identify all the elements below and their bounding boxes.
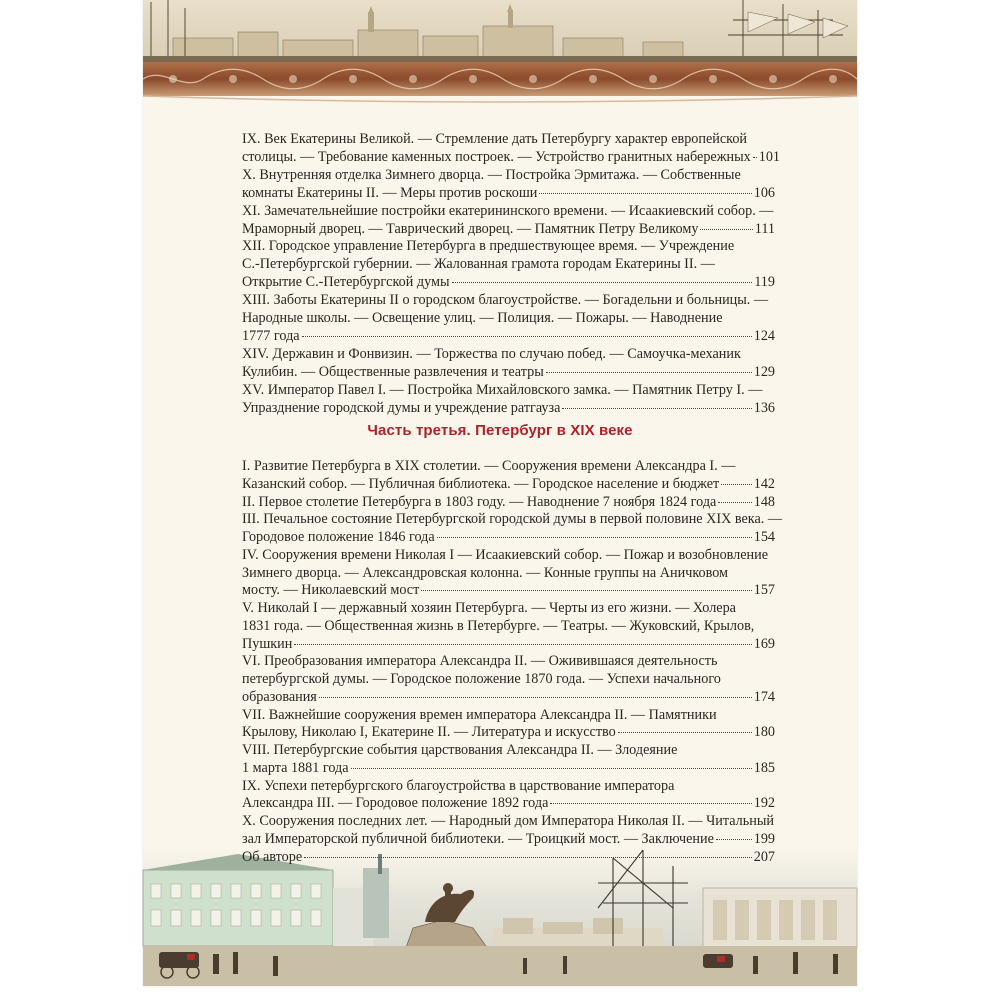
toc-line-text: V. Николай I — державный хозяин Петербурга. — Черты из его жизни. — Холера [242,600,736,616]
toc-line [242,812,775,831]
toc-leader-dots [718,502,751,503]
toc-line [242,457,775,476]
toc-line-text: образования [242,688,317,705]
toc-leader-dots [421,590,751,591]
toc-line-text: II. Первое столетие Петербурга в 1803 году. — Наводнение 7 ноября 1824 года [242,493,717,510]
toc-line [242,475,775,494]
toc-line [242,599,775,618]
toc-line-text: XIII. Заботы Екатерины II о городском благоустройстве. — Богадельни и больницы. — [242,292,769,309]
toc-line [242,166,775,185]
toc-line [242,237,775,256]
toc-line-text: XII. Городское управление Петербурга в предшествующее время. — Учреждение [242,238,735,255]
toc-leader-dots [452,282,753,283]
toc-line [242,670,775,689]
toc-line [242,723,775,742]
toc-line-text: 1831 года. — Общественная жизнь в Петербурге. — Театры. — Жуковский, Крылов, [242,617,755,634]
toc-page-number: 119 [754,274,775,291]
toc-line [242,848,775,867]
toc-line [242,652,775,671]
toc-line [242,741,775,760]
part-title: Часть третья. Петербург в XIX веке [367,422,633,439]
toc-line-text: петербургской думы. — Городское положение 1870 года. — Успехи начального [242,671,721,687]
toc-page-number: 124 [753,327,775,344]
toc-line-text: XI. Замечательнейшие постройки екатерининского времени. — Исаакиевский собор. — [242,202,774,219]
toc-line-text: VIII. Петербургские события царствования Александра II. — Злодеяние [242,742,678,758]
toc-line [242,327,775,346]
toc-line [242,493,775,512]
toc-leader-dots [700,229,752,230]
toc-line-text: VII. Важнейшие сооружения времен императора Александра II. — Памятники [242,706,717,723]
toc-line [242,510,783,529]
toc-page-number: 185 [753,759,775,776]
toc-page-number: 180 [753,724,775,741]
toc-line-text: IX. Успехи петербургского благоустройства в царствование императора [242,777,675,794]
toc-leader-dots [753,157,757,158]
toc-line-text: Об авторе [242,848,303,865]
toc-line [242,345,775,364]
toc-line-text: мосту. — Николаевский мост [242,582,420,599]
toc-line [242,273,775,292]
toc-page-number: 129 [753,363,775,380]
toc-line-text: Городовое положение 1846 года [242,529,435,545]
toc-page-number: 136 [753,399,775,416]
toc-leader-dots [294,644,751,645]
toc-leader-dots [546,372,752,373]
toc-page-number: 101 [758,148,781,165]
toc-line-text: Александра III. — Городовое положение 1892 года [242,795,549,812]
toc-line [242,546,775,565]
toc-line [242,528,775,547]
toc-line [242,399,775,418]
toc-line-text: Упразднение городской думы и учреждение ратгауза [242,399,561,416]
toc-line-text: Кулибин. — Общественные развлечения и театры [242,363,544,380]
toc-leader-dots [437,537,752,538]
toc-leader-dots [304,857,752,858]
toc-line [242,794,775,813]
toc-line-text: IX. Век Екатерины Великой. — Стремление дать Петербургу характер европейской [242,131,748,147]
toc-line [242,255,775,274]
toc-line [242,777,775,796]
toc-page-number: 142 [753,475,775,492]
toc-line [242,706,775,725]
toc-line [242,635,775,654]
toc-line-text: VI. Преобразования императора Александра II. — Оживившаяся деятельность [242,653,718,670]
toc-line [242,830,775,849]
toc-leader-dots [351,768,752,769]
toc-line-text: зал Императорской публичной библиотеки. — Троицкий мост. — Заключение [242,830,714,847]
toc-page-number: 111 [754,220,775,237]
toc-line-text: X. Внутренняя отделка Зимнего дворца. — Постройка Эрмитажа. — Собственные [242,166,741,183]
toc-line [242,309,775,328]
toc-line-text: Крылову, Николаю I, Екатерине II. — Литература и искусство [242,724,616,741]
toc-line [242,184,775,203]
toc-leader-dots [562,408,751,409]
toc-page-number: 154 [753,529,775,545]
toc-line-text: 1 марта 1881 года [242,759,349,776]
toc-line [242,759,775,778]
toc-leader-dots [618,732,752,733]
book-page [143,0,857,986]
toc-line-text: Народные школы. — Освещение улиц. — Полиция. — Пожары. — Наводнение [242,310,723,326]
toc-leader-dots [302,336,752,337]
toc-line-text: Мраморный дворец. — Таврический дворец. — Памятник Петру Великому [242,220,699,237]
toc-line-text: XV. Император Павел I. — Постройка Михайловского замка. — Памятник Петру I. — [242,381,763,398]
toc-line [242,148,781,167]
toc-line [242,581,775,600]
toc-page-number: 199 [753,830,775,847]
toc-line [242,220,775,239]
toc-page-number: 207 [753,848,775,865]
toc-leader-dots [319,697,752,698]
toc-leader-dots [550,803,751,804]
toc-line-text: Казанский собор. — Публичная библиотека. — Городское население и бюджет [242,475,720,492]
toc-line-text: IV. Сооружения времени Николая I — Исаакиевский собор. — Пожар и возобновление [242,546,769,563]
toc-line-text: I. Развитие Петербурга в XIX столетии. — Сооружения времени Александра I. — [242,458,736,474]
table-of-contents [143,0,857,986]
toc-line-text: Пушкин [242,635,293,652]
toc-page-number: 192 [753,795,775,812]
toc-line-text: Зимнего дворца. — Александровская колонна. — Конные группы на Аничковом [242,564,729,581]
toc-line [242,363,775,382]
toc-leader-dots [716,839,752,840]
toc-line [242,381,775,400]
toc-line [242,688,775,707]
toc-line [242,130,775,149]
toc-line-text: III. Печальное состояние Петербургской городской думы в первой половине XIX века. — [242,511,783,528]
toc-line-text: комнаты Екатерины II. — Меры против роскоши [242,184,538,201]
toc-line [242,291,775,310]
toc-line-text: С.-Петербургской губернии. — Жалованная грамота городам Екатерины II. — [242,256,715,273]
toc-page-number: 106 [753,184,775,201]
toc-line [242,617,775,636]
toc-line-text: 1777 года [242,327,300,344]
toc-page-number: 157 [753,582,775,599]
toc-page-number: 148 [753,493,775,510]
toc-line-text: столицы. — Требование каменных построек. — Устройство гранитных набережных [242,148,751,165]
toc-page-number: 169 [753,635,775,652]
toc-page-number: 174 [753,688,775,705]
toc-line [242,564,775,583]
toc-line [242,202,775,221]
toc-line-text: XIV. Державин и Фонвизин. — Торжества по случаю побед. — Самоучка-механик [242,345,741,362]
toc-leader-dots [721,484,752,485]
toc-line-text: Открытие С.-Петербургской думы [242,274,450,291]
toc-leader-dots [539,193,751,194]
toc-line-text: X. Сооружения последних лет. — Народный дом Императора Николая II. — Читальный [242,813,774,829]
